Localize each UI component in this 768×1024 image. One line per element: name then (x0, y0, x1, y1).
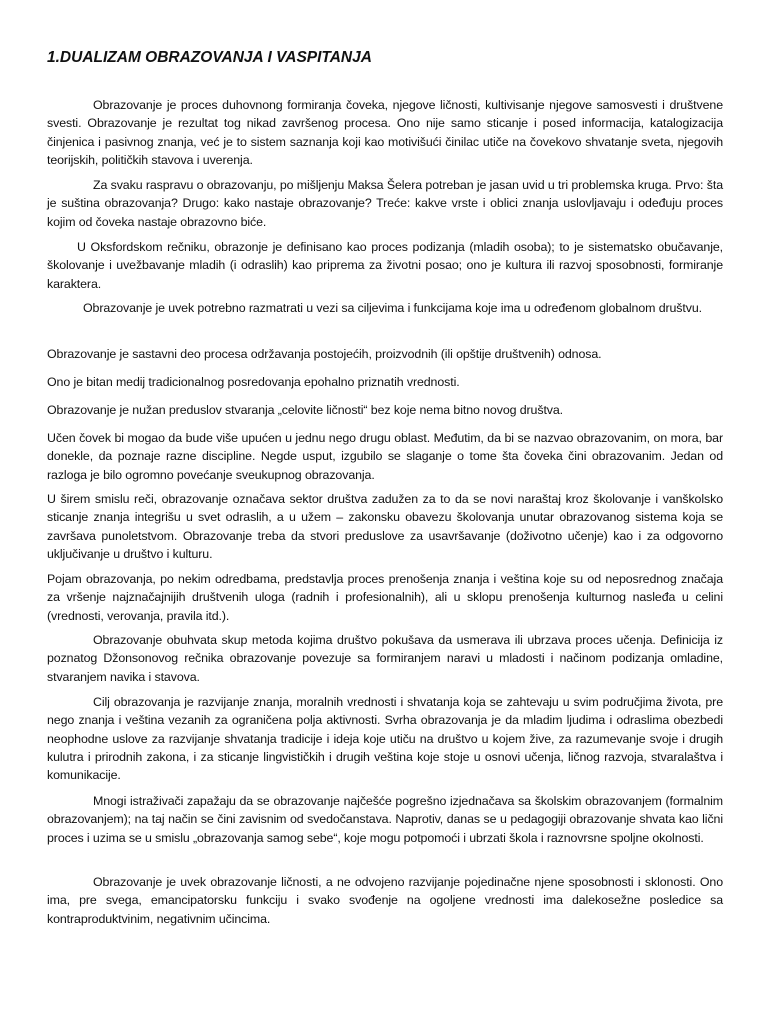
paragraph-9: U širem smislu reči, obrazovanje označava sektor društva zadužen za to da se novi naraštaj kroz školovanje i vanškolsko sticanje znanja integrišu u svet odraslih, a u užem – zakonsku obavezu školovanja unutar obrazovanog sistema koja se završava punoletstvom. Obrazovanje treba da stvori preduslove za usavršavanje (doživotno učenje) kao i za odgovorno uključivanje u društvo i kulturu. (47, 492, 723, 561)
paragraph-8: Učen čovek bi mogao da bude više upućen u jednu nego drugu oblast. Međutim, da bi se nazvao obrazovanim, on mora, bar donekle, da poznaje razne discipline. Negde usput, izgubilo se slaganje o tome šta čoveka čini obrazovanim. Jedan od razloga je bilo ogromno povećanje sveukupnog obrazovanja. (47, 431, 723, 482)
paragraph-11: Obrazovanje obuhvata skup metoda kojima društvo pokušava da usmerava ili ubrzava proces učenja. Definicija iz poznatog Džonsonovog rečnika obrazovanje povezuje sa formiranjem naravi u mladosti i načinom podizanja omladine, stvaranjem navika i stavova. (47, 633, 723, 684)
paragraph-10: Pojam obrazovanja, po nekim odredbama, predstavlja proces prenošenja znanja i veština koje su od neposrednog značaja za vršenje najznačajnijih društvenih uloga (radnih i profesionalnih), ali u sklopu prenošenja kulturnog nasleđa u celini (vrednosti, verovanja, pravila itd.). (47, 572, 723, 623)
paragraph-2: Za svaku raspravu o obrazovanju, po mišljenju Maksa Šelera potreban je jasan uvid u tri problemska kruga. Prvo: šta je suština obrazovanja? Drugo: kako nastaje obrazovanje? Treće: kakve vrste i oblici znanja uslovljavaju i odeđuju proces kojim od čoveka nastaje obrazovno biće. (47, 178, 723, 229)
paragraph-7: Obrazovanje je nužan preduslov stvaranja „celovite ličnosti“ bez koje nema bitno novog društva. (47, 403, 564, 417)
paragraph-4: Obrazovanje je uvek potrebno razmatrati u vezi sa ciljevima i funkcijama koje ima u određenom globalnom društvu. (83, 301, 702, 315)
paragraph-1: Obrazovanje je proces duhovnong formiranja čoveka, njegove ličnosti, kultivisanje njegove samosvesti i društvene svesti. Obrazovanje je rezultat tog nikad završenog procesa. Ono nije samo sticanje i posed informacija, katalogizacija činjenica i pasivnog znanja, već je to sistem saznanja koji kao motivišući činilac utiče na čovekovo shvatanje sveta, njegovih teorijskih, političkih stavova i uverenja. (47, 98, 723, 167)
paragraph-3: U Oksfordskom rečniku, obrazonje je definisano kao proces podizanja (mladih osoba); to je sistematsko obučavanje, školovanje i uvežbavanje mladih (i odraslih) kao priprema za životni posao; ono je kultura ili razvoj sposobnosti, formiranje karaktera. (47, 240, 723, 291)
paragraph-6: Ono je bitan medij tradicionalnog posredovanja epohalno priznatih vrednosti. (47, 375, 460, 389)
paragraph-14: Obrazovanje je uvek obrazovanje ličnosti, a ne odvojeno razvijanje pojedinačne njene sposobnosti i sklonosti. Ono ima, pre svega, emancipatorsku funkciju i svako svođenje na ogoljene vrednosti ima dalekosežne posledice sa kontraproduktvinim, negativnim učincima. (47, 875, 723, 926)
document-title: 1.DUALIZAM OBRAZOVANJA I VASPITANJA (47, 49, 372, 66)
paragraph-5: Obrazovanje je sastavni deo procesa održavanja postojećih, proizvodnih (ili opštije društvenih) odnosa. (47, 347, 602, 361)
paragraph-12: Cilj obrazovanja je razvijanje znanja, moralnih vrednosti i shvatanja koja se zahtevaju u svim područjima života, pre nego znanja i veština vezanih za ograničena polja aktivnosti. Svrha obrazovanja je da mladim ljudima i odraslima obezbedi neophodne uslove za razvijanje shvatanja tradicije i ideja koje utiču na društvo u kojem žive, za razumevanje svoje i drugih kulutra i prirodnih zakona, i za sticanje lingvističkih i drugih veština koje stoje u osnovi učenja, ličnog razvoja, stvaralaštva i komunikacije. (47, 695, 723, 783)
paragraph-13: Mnogi istraživači zapažaju da se obrazovanje najčešće pogrešno izjednačava sa školskim obrazovanjem (formalnim obrazovanjem); na taj način se čini zavisnim od svedočanstava. Naprotiv, danas se u pedagogiji obrazovanje shvata kao lični proces i uzima se u smislu „obrazovanja samog sebe“, koje mogu potpomoći i ubrzati škola i raznovrsne spoljne okolnosti. (47, 794, 723, 845)
